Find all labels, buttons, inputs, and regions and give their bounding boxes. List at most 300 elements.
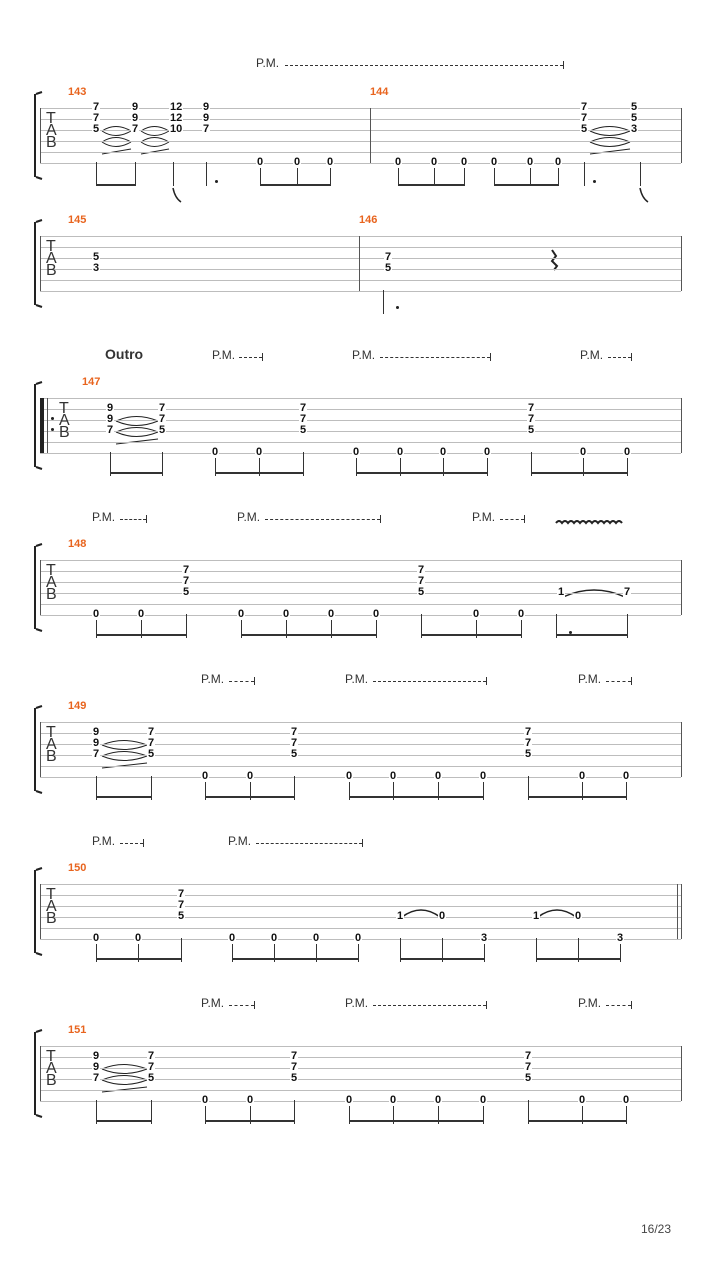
staff-line — [40, 1057, 681, 1058]
staff-line — [40, 593, 681, 594]
quarter-rest — [552, 250, 557, 270]
barline-start — [40, 108, 41, 163]
palm-mute-line — [285, 65, 563, 66]
staff-line — [40, 258, 681, 259]
palm-mute-label: P.M. — [201, 672, 225, 686]
fret-number: 0 — [202, 770, 209, 782]
fret-number: 7 — [148, 737, 155, 749]
palm-mute-label: P.M. — [212, 348, 236, 362]
note-beam — [494, 184, 559, 186]
fret-number: 7 — [385, 251, 392, 263]
palm-mute-end — [262, 353, 263, 361]
fret-number: 1 — [558, 586, 565, 598]
fret-number: 9 — [93, 1061, 100, 1073]
slur-arc — [116, 432, 158, 437]
fret-number: 0 — [579, 770, 586, 782]
system-brace — [34, 708, 44, 791]
slur-arc — [141, 131, 169, 136]
note-beam — [241, 634, 377, 636]
fret-number: 0 — [271, 932, 278, 944]
system-brace — [34, 94, 44, 177]
palm-mute-end — [146, 515, 147, 523]
fret-number: 0 — [93, 608, 100, 620]
staff-line — [40, 141, 681, 142]
fret-number: 3 — [631, 123, 638, 135]
palm-mute-label: P.M. — [580, 348, 604, 362]
fret-number: 7 — [525, 1061, 532, 1073]
dotted-rhythm-dot — [215, 180, 218, 183]
fret-number: 0 — [435, 770, 442, 782]
fret-number: 0 — [294, 156, 301, 168]
palm-mute-end — [563, 61, 564, 69]
repeat-dot — [51, 428, 54, 431]
barline-start — [40, 722, 41, 777]
staff-line — [40, 1068, 681, 1069]
note-beam — [96, 796, 152, 798]
fret-number: 0 — [435, 1094, 442, 1106]
slur-arc — [116, 421, 158, 426]
staff-line — [40, 1079, 681, 1080]
system-brace — [34, 222, 44, 305]
fret-number: 7 — [148, 1061, 155, 1073]
fret-number: 5 — [159, 424, 166, 436]
note-beam — [536, 958, 621, 960]
note-stem — [383, 290, 384, 314]
palm-mute-line — [606, 1005, 631, 1006]
fret-number: 7 — [300, 413, 307, 425]
slur-arc — [102, 1080, 147, 1085]
measure-number: 149 — [68, 700, 87, 712]
system-brace — [34, 1032, 44, 1115]
note-beam — [215, 472, 304, 474]
slur-arc — [590, 142, 630, 147]
fret-number: 7 — [148, 1050, 155, 1062]
measure-number: 143 — [68, 86, 87, 98]
fret-number: 10 — [170, 123, 183, 135]
fret-number: 0 — [202, 1094, 209, 1106]
barline-end — [681, 108, 682, 163]
fret-number: 0 — [355, 932, 362, 944]
fret-number: 7 — [183, 564, 190, 576]
fret-number: 0 — [135, 932, 142, 944]
staff-line — [40, 236, 681, 237]
fret-number: 0 — [257, 156, 264, 168]
note-beam — [400, 958, 485, 960]
note-beam — [96, 1120, 152, 1122]
barline — [370, 108, 371, 163]
tab-letter-t: T — [46, 562, 56, 579]
fret-number: 9 — [132, 101, 139, 113]
fret-number: 0 — [439, 910, 446, 922]
note-stem — [584, 162, 585, 186]
fret-number: 5 — [148, 748, 155, 760]
fret-number: 5 — [93, 251, 100, 263]
staff-line — [40, 582, 681, 583]
fret-number: 7 — [178, 888, 185, 900]
fret-number: 0 — [328, 608, 335, 620]
staff-line — [40, 152, 681, 153]
palm-mute-end — [362, 839, 363, 847]
fret-number: 7 — [418, 575, 425, 587]
palm-mute-line — [239, 357, 262, 358]
fret-number: 0 — [346, 770, 353, 782]
palm-mute-label: P.M. — [352, 348, 376, 362]
vibrato-mark — [556, 521, 622, 523]
measure-number: 147 — [82, 376, 101, 388]
note-stem — [96, 162, 97, 186]
fret-number: 0 — [461, 156, 468, 168]
staff-line — [40, 884, 681, 885]
measure-number: 146 — [359, 214, 378, 226]
fret-number: 0 — [353, 446, 360, 458]
fret-number: 0 — [93, 932, 100, 944]
staff-line — [40, 560, 681, 561]
fret-number: 7 — [291, 1050, 298, 1062]
fret-number: 0 — [247, 1094, 254, 1106]
note-stem — [135, 162, 136, 186]
fret-number: 3 — [93, 262, 100, 274]
slur-arc — [102, 756, 147, 761]
tab-letter-t: T — [46, 724, 56, 741]
fret-number: 3 — [481, 932, 488, 944]
slur-arc — [102, 131, 131, 136]
system-brace — [34, 546, 44, 629]
tab-letter-b: B — [46, 748, 57, 765]
staff-line — [40, 604, 681, 605]
fret-number: 0 — [555, 156, 562, 168]
fret-number: 7 — [291, 737, 298, 749]
note-beam — [349, 1120, 484, 1122]
palm-mute-label: P.M. — [237, 510, 261, 524]
tab-letter-b: B — [46, 262, 57, 279]
palm-mute-label: P.M. — [256, 56, 280, 70]
fret-number: 5 — [291, 1072, 298, 1084]
fret-number: 7 — [624, 586, 631, 598]
fret-number: 5 — [631, 101, 638, 113]
measure-number: 148 — [68, 538, 87, 550]
dotted-rhythm-dot — [593, 180, 596, 183]
fret-number: 0 — [440, 446, 447, 458]
fret-number: 9 — [203, 112, 210, 124]
staff-line — [40, 280, 681, 281]
palm-mute-line — [500, 519, 524, 520]
tab-letter-a: A — [46, 1060, 57, 1077]
staff-line — [40, 1046, 681, 1047]
fret-number: 5 — [148, 1072, 155, 1084]
fret-number: 0 — [491, 156, 498, 168]
slur-arc — [102, 1069, 147, 1074]
tab-letter-b: B — [46, 1072, 57, 1089]
note-beam — [398, 184, 465, 186]
fret-number: 5 — [525, 1072, 532, 1084]
fret-number: 5 — [528, 424, 535, 436]
fret-number: 0 — [229, 932, 236, 944]
barline-start — [40, 560, 41, 615]
palm-mute-line — [608, 357, 631, 358]
palm-mute-line — [229, 681, 254, 682]
fret-number: 9 — [93, 726, 100, 738]
note-beam — [531, 472, 628, 474]
slur-arc — [141, 142, 169, 147]
fret-number: 3 — [617, 932, 624, 944]
palm-mute-end — [490, 353, 491, 361]
dotted-rhythm-dot — [396, 306, 399, 309]
tab-letter-a: A — [46, 250, 57, 267]
fret-number: 7 — [132, 123, 139, 135]
palm-mute-line — [256, 843, 362, 844]
note-beam — [556, 634, 628, 636]
repeat-thick-bar — [40, 398, 44, 453]
staff-line — [40, 733, 681, 734]
tab-letter-b: B — [46, 134, 57, 151]
eighth-flag — [640, 188, 648, 202]
fret-number: 5 — [178, 910, 185, 922]
palm-mute-line — [380, 357, 490, 358]
fret-number: 7 — [93, 1072, 100, 1084]
fret-number: 1 — [533, 910, 540, 922]
palm-mute-label: P.M. — [345, 672, 369, 686]
measure-number: 150 — [68, 862, 87, 874]
fret-number: 5 — [385, 262, 392, 274]
staff-line — [40, 442, 681, 443]
fret-number: 5 — [93, 123, 100, 135]
fret-number: 7 — [159, 402, 166, 414]
fret-number: 0 — [580, 446, 587, 458]
tab-letter-a: A — [46, 736, 57, 753]
note-beam — [260, 184, 331, 186]
barline-end — [681, 884, 682, 939]
fret-number: 12 — [170, 101, 183, 113]
note-beam — [205, 1120, 295, 1122]
staff-line — [40, 291, 681, 292]
staff-line — [40, 722, 681, 723]
fret-number: 9 — [107, 402, 114, 414]
staff-line — [40, 409, 681, 410]
fret-number: 7 — [581, 112, 588, 124]
fret-number: 0 — [484, 446, 491, 458]
fret-number: 0 — [327, 156, 334, 168]
fret-number: 5 — [581, 123, 588, 135]
fret-number: 0 — [247, 770, 254, 782]
staff-line — [40, 744, 681, 745]
staff-line — [40, 247, 681, 248]
fret-number: 7 — [581, 101, 588, 113]
staff-line — [40, 1090, 681, 1091]
fret-number: 7 — [525, 726, 532, 738]
palm-mute-end — [631, 677, 632, 685]
barline-start — [40, 884, 41, 939]
fret-number: 5 — [418, 586, 425, 598]
fret-number: 0 — [238, 608, 245, 620]
fret-number: 0 — [256, 446, 263, 458]
palm-mute-end — [486, 677, 487, 685]
tab-letter-t: T — [59, 400, 69, 417]
barline-end — [681, 722, 682, 777]
fret-number: 0 — [397, 446, 404, 458]
fret-number: 7 — [93, 112, 100, 124]
fret-number: 0 — [212, 446, 219, 458]
palm-mute-line — [229, 1005, 254, 1006]
palm-mute-line — [606, 681, 631, 682]
palm-mute-line — [265, 519, 380, 520]
fret-number: 7 — [178, 899, 185, 911]
fret-number: 0 — [623, 1094, 630, 1106]
fret-number: 0 — [313, 932, 320, 944]
slur-arc — [590, 131, 630, 136]
staff-line — [40, 420, 681, 421]
barline-end — [681, 1046, 682, 1101]
barline-start — [40, 236, 41, 291]
palm-mute-label: P.M. — [345, 996, 369, 1010]
fret-number: 0 — [390, 1094, 397, 1106]
note-stem — [206, 162, 207, 186]
fret-number: 7 — [159, 413, 166, 425]
fret-number: 7 — [300, 402, 307, 414]
note-beam — [205, 796, 295, 798]
fret-number: 0 — [624, 446, 631, 458]
note-beam — [232, 958, 359, 960]
staff-line — [40, 917, 681, 918]
fret-number: 0 — [283, 608, 290, 620]
tab-letter-t: T — [46, 886, 56, 903]
palm-mute-end — [524, 515, 525, 523]
fret-number: 0 — [346, 1094, 353, 1106]
palm-mute-end — [254, 1001, 255, 1009]
tab-letter-b: B — [46, 586, 57, 603]
tab-letter-a: A — [46, 122, 57, 139]
fret-number: 0 — [473, 608, 480, 620]
barline-end — [681, 398, 682, 453]
barline-start — [40, 1046, 41, 1101]
dotted-rhythm-dot — [569, 631, 572, 634]
palm-mute-end — [486, 1001, 487, 1009]
repeat-dot — [51, 417, 54, 420]
slur-arc — [402, 910, 440, 917]
staff-line — [40, 906, 681, 907]
note-beam — [349, 796, 484, 798]
fret-number: 0 — [138, 608, 145, 620]
palm-mute-end — [143, 839, 144, 847]
staff-line — [40, 766, 681, 767]
fret-number: 9 — [203, 101, 210, 113]
fret-number: 7 — [93, 748, 100, 760]
fret-number: 0 — [480, 1094, 487, 1106]
fret-number: 7 — [291, 1061, 298, 1073]
fret-number: 7 — [291, 726, 298, 738]
fret-number: 0 — [579, 1094, 586, 1106]
fret-number: 0 — [575, 910, 582, 922]
note-beam — [356, 472, 488, 474]
barline — [359, 236, 360, 291]
palm-mute-label: P.M. — [472, 510, 496, 524]
fret-number: 5 — [631, 112, 638, 124]
staff-line — [40, 895, 681, 896]
staff-line — [40, 571, 681, 572]
palm-mute-end — [631, 353, 632, 361]
palm-mute-end — [254, 677, 255, 685]
barline-end — [681, 560, 682, 615]
fret-number: 0 — [623, 770, 630, 782]
fret-number: 7 — [525, 1050, 532, 1062]
note-beam — [96, 958, 182, 960]
staff-line — [40, 755, 681, 756]
fret-number: 0 — [373, 608, 380, 620]
note-stem — [640, 162, 641, 186]
palm-mute-label: P.M. — [92, 834, 116, 848]
palm-mute-label: P.M. — [228, 834, 252, 848]
fret-number: 5 — [300, 424, 307, 436]
note-beam — [421, 634, 522, 636]
fret-number: 9 — [132, 112, 139, 124]
note-beam — [528, 796, 627, 798]
measure-number: 144 — [370, 86, 389, 98]
fret-number: 0 — [390, 770, 397, 782]
fret-number: 7 — [528, 402, 535, 414]
fret-number: 7 — [525, 737, 532, 749]
note-beam — [110, 472, 163, 474]
section-label: Outro — [105, 346, 144, 362]
slur-arc — [538, 910, 576, 917]
palm-mute-line — [373, 1005, 486, 1006]
measure-number: 145 — [68, 214, 87, 226]
palm-mute-label: P.M. — [578, 996, 602, 1010]
fret-number: 5 — [183, 586, 190, 598]
note-beam — [96, 184, 136, 186]
tab-letter-a: A — [46, 574, 57, 591]
repeat-thin-bar — [47, 398, 48, 453]
palm-mute-line — [373, 681, 486, 682]
fret-number: 7 — [203, 123, 210, 135]
barline-end — [681, 236, 682, 291]
fret-number: 0 — [527, 156, 534, 168]
fret-number: 7 — [93, 101, 100, 113]
palm-mute-label: P.M. — [578, 672, 602, 686]
palm-mute-end — [631, 1001, 632, 1009]
fret-number: 7 — [107, 424, 114, 436]
palm-mute-label: P.M. — [92, 510, 116, 524]
palm-mute-line — [120, 843, 143, 844]
note-beam — [528, 1120, 627, 1122]
palm-mute-label: P.M. — [201, 996, 225, 1010]
staff-line — [40, 928, 681, 929]
fret-number: 0 — [480, 770, 487, 782]
palm-mute-end — [380, 515, 381, 523]
fret-number: 7 — [418, 564, 425, 576]
fret-number: 0 — [518, 608, 525, 620]
fret-number: 7 — [528, 413, 535, 425]
tab-letter-a: A — [46, 898, 57, 915]
tab-letter-t: T — [46, 110, 56, 127]
staff-line — [40, 431, 681, 432]
tab-letter-a: A — [59, 412, 70, 429]
staff-line — [40, 398, 681, 399]
slur-arc — [102, 142, 131, 147]
fret-number: 5 — [291, 748, 298, 760]
eighth-flag — [173, 188, 181, 202]
measure-number: 151 — [68, 1024, 87, 1036]
fret-number: 0 — [431, 156, 438, 168]
page-number: 16/23 — [641, 1222, 672, 1236]
fret-number: 9 — [93, 1050, 100, 1062]
fret-number: 7 — [148, 726, 155, 738]
system-brace — [34, 870, 44, 953]
note-beam — [96, 634, 187, 636]
tab-letter-t: T — [46, 1048, 56, 1065]
fret-number: 5 — [525, 748, 532, 760]
fret-number: 12 — [170, 112, 183, 124]
fret-number: 9 — [93, 737, 100, 749]
staff-line — [40, 269, 681, 270]
